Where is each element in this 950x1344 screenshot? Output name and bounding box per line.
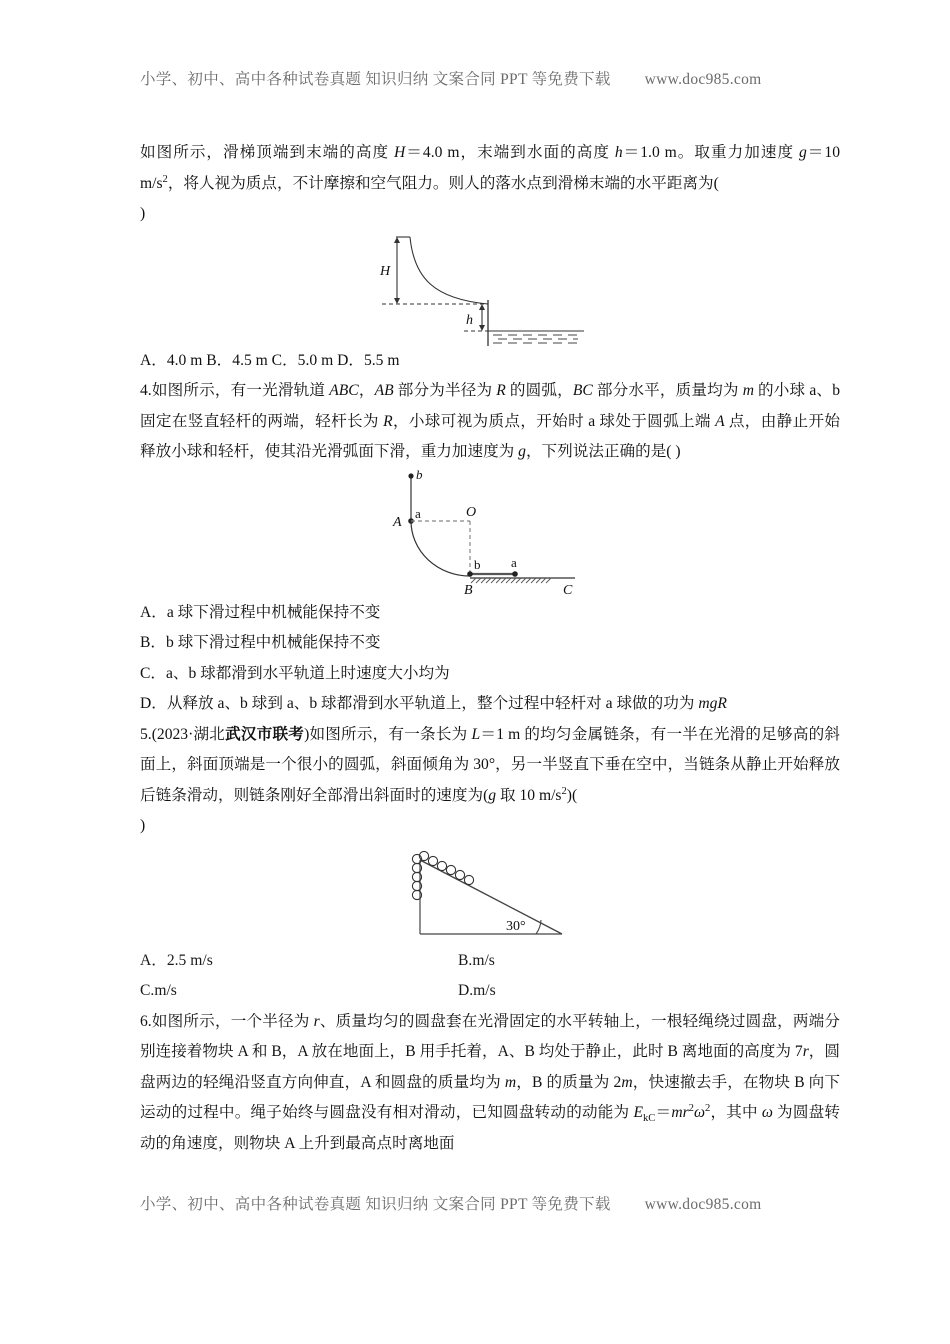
q4-stem-text-3: 部分为半径为: [393, 382, 497, 399]
q5-option-A-key: A．: [140, 951, 167, 969]
q5-option-C: [140, 976, 458, 1007]
H-arrow-top: [394, 237, 400, 243]
q4-option-D-formula: mgR: [698, 695, 727, 712]
q3-symbol-h: h: [614, 144, 623, 161]
document-content: [140, 138, 840, 1159]
q6-stem-text-6: ，其中: [710, 1104, 762, 1121]
q5-option-B-text: m/s: [472, 951, 495, 969]
H-label: H: [380, 263, 391, 279]
q6-symbol-Ek: E: [633, 1104, 643, 1121]
q4-stem-text-1: 如图所示，有一光滑轨道: [151, 382, 330, 399]
q6-stem-text-4: ，B 的质量为 2: [516, 1073, 622, 1091]
footer-watermark-text: 小学、初中、高中各种试卷真题 知识归纳 文案合同 PPT 等免费下载: [140, 1196, 611, 1213]
q6-equals: ＝: [655, 1104, 672, 1121]
q3-symbol-g: g: [798, 144, 807, 161]
q4-stem-text-2: ，: [358, 382, 375, 399]
q6-symbol-mr: mr: [671, 1104, 689, 1121]
label-b-bottom: b: [474, 556, 481, 572]
q6-stem-text-7: 为圆盘转动的角速度，则物块 A 上升到最高点时离地面: [140, 1104, 840, 1152]
slide-water-figure: [360, 230, 620, 346]
q5-exponent: 2: [561, 785, 567, 797]
q6-stem-text-2: 、质量均匀的圆盘套在光滑固定的水平转轴上，一根轻绳绕过圆盘，两端分别连接着物块 A 和 B，A 放在地面上，B 用手托着，A、B 均处于静止，此时 B 离地面的高度为 7: [140, 1012, 840, 1060]
q3-stem-text-2: ＝4.0 m，末端到水面的高度: [405, 144, 615, 161]
q3-stem-text-4: ＝10 m/s: [140, 144, 840, 192]
label-O: O: [466, 504, 477, 520]
q5-option-A-text: 2.5 m/s: [166, 951, 213, 969]
q6-stem-paragraph: [140, 1007, 840, 1160]
q4-figure-container: [140, 468, 840, 598]
q3-stem-text-1: 如图所示，滑梯顶端到末端的高度: [140, 144, 395, 161]
ball-b-bottom: [467, 571, 473, 577]
label-a-top: a: [415, 505, 421, 521]
q3-options-line: A．4.0 m B．4.5 m C．5.0 m D．5.5 m: [140, 351, 400, 369]
q5-options-row-2: [140, 976, 840, 1007]
q5-option-B-key: B.: [458, 951, 473, 969]
q4-option-D-text: 从释放 a、b 球到 a、b 球都滑到水平轨道上，整个过程中轻杆对 a 球做的功为: [166, 695, 699, 712]
q4-option-B-text: b 球下滑过程中机械能保持不变: [166, 634, 381, 651]
footer-watermark: [140, 1192, 830, 1214]
q4-symbol-R: R: [496, 382, 506, 399]
q4-stem-text-6: 的小球 a、b 固定在竖直轻杆的两端，轻杆长为: [140, 382, 840, 430]
quarter-circle-track-figure: [375, 468, 605, 598]
q5-source-suffix: ): [304, 725, 310, 743]
q4-stem-text-8: 点，由静止开始释放小球和轻杆，使其沿光滑弧面下滑，重力加速度为: [140, 412, 840, 460]
q3-stem-text-6: ): [140, 205, 146, 222]
q6-stem-text-3: ，圆盘两边的轻绳沿竖直方向伸直，A 和圆盘的质量均为: [140, 1043, 840, 1091]
q5-number: 5.: [140, 725, 152, 743]
angle-label: 30°: [506, 918, 526, 934]
water-hatching: [493, 335, 582, 343]
q4-option-D-key: D．: [140, 695, 167, 712]
q4-stem-paragraph: [140, 376, 840, 468]
footer-watermark-url: www.doc985.com: [644, 1196, 762, 1213]
q6-symbol-m: m: [504, 1073, 517, 1091]
q3-stem-paragraph: [140, 138, 840, 230]
q6-number: 6.: [140, 1012, 152, 1030]
q5-figure-container: [140, 842, 840, 946]
q6-symbol-r2: r: [802, 1043, 809, 1060]
q4-option-B: [140, 628, 840, 659]
q5-source-exam: 武汉市联考: [225, 725, 305, 743]
q3-symbol-H: H: [394, 144, 406, 161]
circular-arc-AB: [411, 521, 470, 576]
q5-stem-text-1: 如图所示，有一条长为: [309, 725, 472, 743]
q4-option-A-key: A．: [140, 603, 167, 621]
chain-incline-segment: [419, 851, 473, 884]
q4-number: 4.: [140, 382, 152, 399]
q5-option-D-text: m/s: [473, 982, 496, 999]
label-b-top: b: [416, 467, 423, 482]
q6-symbol-omega: ω: [693, 1104, 705, 1121]
label-B: B: [464, 582, 473, 598]
q5-option-C-text: m/s: [154, 982, 177, 999]
slide-curve: [410, 237, 488, 304]
q5-stem-text-3: 取 10 m/s: [496, 786, 562, 804]
label-C: C: [563, 582, 573, 598]
q4-symbol-g: g: [518, 443, 526, 460]
q6-symbol-omega2: ω: [761, 1104, 773, 1121]
q5-symbol-g: g: [488, 786, 497, 804]
q4-stem-text-4: 的圆弧，: [505, 382, 573, 399]
q6-symbol-m2: m: [621, 1073, 633, 1091]
q3-stem-text-3: ＝1.0 m。取重力加速度: [622, 144, 799, 161]
q5-source-prefix: (2023·湖北: [151, 725, 226, 743]
h-label: h: [466, 312, 473, 328]
q5-options-grid: [140, 946, 840, 1007]
q6-omega-exponent: 2: [704, 1102, 711, 1114]
q4-option-D: [140, 689, 840, 720]
q4-option-B-key: B．: [140, 634, 166, 651]
incline-chain-figure: [390, 842, 590, 946]
q5-stem-text-5: ): [140, 817, 146, 834]
q5-option-D: [458, 976, 840, 1007]
header-watermark: [140, 67, 830, 89]
q4-stem-text-5: 部分水平，质量均为: [592, 382, 743, 399]
q4-option-A: [140, 598, 840, 629]
q6-mr-exponent: 2: [688, 1102, 694, 1114]
q4-option-A-text: a 球下滑过程中机械能保持不变: [166, 603, 381, 621]
q4-symbol-A: A: [715, 412, 725, 430]
q4-option-C-key: C．: [140, 664, 166, 682]
ball-a-bottom: [512, 571, 518, 577]
q4-stem-text-9: ，下列说法正确的是( ): [525, 443, 681, 460]
label-A: A: [393, 514, 402, 530]
h-arrow-bottom: [479, 325, 485, 331]
q5-option-D-key: D.: [458, 982, 474, 999]
q4-symbol-ABC: ABC: [329, 382, 359, 399]
q3-stem-text-5: ，将人视为质点，不计摩擦和空气阻力。则人的落水点到滑梯末端的水平距离为(: [167, 174, 719, 192]
q5-stem-paragraph: [140, 720, 840, 842]
q5-stem-text-2: ＝1 m 的均匀金属链条，有一半在光滑的足够高的斜面上，斜面顶端是一个很小的圆弧，斜面倾角为 30°，另一半竖直下垂在空中，当链条从静止开始释放后链条滑动，则链条刚好全部滑出斜面时的速度为(: [140, 725, 841, 804]
q5-option-B: [458, 946, 840, 977]
ground-hatching: [471, 578, 551, 583]
q4-symbol-BC: BC: [572, 382, 593, 399]
q6-symbol-Ek-subscript: kC: [642, 1113, 656, 1125]
q5-stem-text-4: )(: [566, 786, 578, 804]
H-arrow-bottom: [394, 298, 400, 304]
q6-stem-text-1: 如图所示，一个半径为: [151, 1012, 314, 1030]
q5-options-row-1: [140, 946, 840, 977]
q3-figure-container: [140, 230, 840, 346]
q4-option-C: [140, 659, 840, 690]
q6-stem-text-5: ，快速撤去手，在物块 B 向下运动的过程中。绳子始终与圆盘没有相对滑动，已知圆盘转动的动能为: [140, 1073, 841, 1121]
q5-option-C-key: C.: [140, 982, 155, 999]
h-arrow-top: [479, 304, 485, 310]
q4-symbol-m: m: [742, 382, 754, 399]
q5-option-A: [140, 946, 458, 977]
label-a-bottom: a: [511, 554, 517, 570]
q4-symbol-R2: R: [383, 412, 393, 430]
header-watermark-url: www.doc985.com: [644, 71, 762, 88]
ball-b-top: [408, 473, 413, 478]
q4-option-C-text: a、b 球都滑到水平轨道上时速度大小均为: [166, 664, 450, 682]
header-watermark-text: 小学、初中、高中各种试卷真题 知识归纳 文案合同 PPT 等免费下载: [140, 71, 611, 88]
q6-symbol-r: r: [313, 1012, 320, 1030]
q4-stem-text-7: ，小球可视为质点，开始时 a 球处于圆弧上端: [392, 412, 716, 430]
q3-exponent: 2: [162, 173, 168, 185]
q5-symbol-L: L: [471, 725, 481, 743]
q4-symbol-AB: AB: [374, 382, 394, 399]
